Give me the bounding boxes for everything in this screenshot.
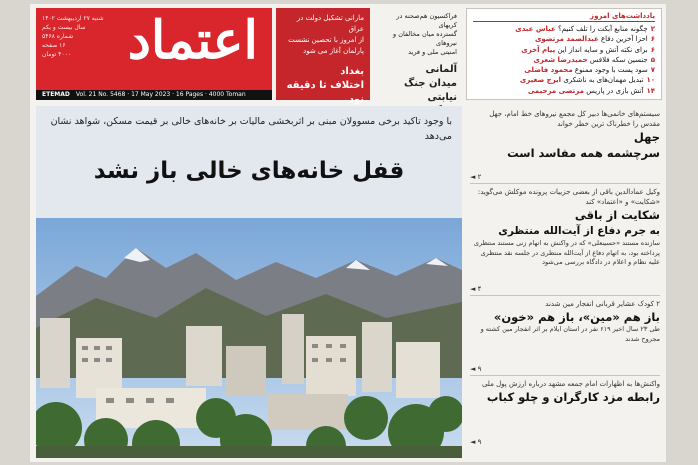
newspaper-logo: اعتماد xyxy=(127,10,258,71)
page-number: ۱۰ xyxy=(646,76,655,85)
main-headline: قفل خانه‌های خالی باز نشد xyxy=(93,158,405,184)
notes-item-text: تبدیل مهمان‌های به ناشکری xyxy=(563,76,644,85)
city-photo xyxy=(36,218,462,458)
continue-arrow: ۹ ◄ xyxy=(470,365,482,373)
notes-item-text: برای نکته آتش و سایه انداز این xyxy=(557,45,648,54)
masthead xyxy=(36,8,272,100)
notes-item-text: سود پست با وجود ممنوع xyxy=(574,66,648,75)
notes-item-text: احزا آخرین دفاع xyxy=(601,35,648,44)
author-name: مرتضی مرحیمی xyxy=(527,86,584,95)
continue-arrow: ۲ ◄ xyxy=(470,173,482,181)
article-body: طی ۲۳ سال اخیر ۶۱۹ نفر در استان ایلام بر اثر انفجار مین کشته و مجروح شدند xyxy=(480,325,660,343)
issue-info-line: ۱۶ صفحه xyxy=(42,42,66,49)
headline-line: به جرم دفاع از آیت‌الله منتظری xyxy=(498,225,660,237)
article-lead: وکیل عمادالدین باقی از بعضی جزییات پرونده موکلش می‌گوید: «شکایت» و «اعتماد» کند xyxy=(477,188,660,206)
page-number: ۵ xyxy=(650,55,655,64)
page-number: ۶ xyxy=(650,45,655,54)
headline-line: شکایت از باقی xyxy=(574,208,660,222)
headline-line: سرچشمه همه مفاسد است xyxy=(507,146,660,160)
article-headline: باز هم «مین»، باز هم «خون» xyxy=(493,310,660,324)
teaser-title-line: اختلاف تا دقیقه نود xyxy=(286,80,364,105)
main-story[interactable] xyxy=(36,106,462,458)
author-name: پیام آخری xyxy=(521,45,556,54)
article-baghi[interactable] xyxy=(470,184,660,296)
issue-info-line: ۴۰۰۰ تومان xyxy=(42,51,72,58)
author-name: محمود فاضلی xyxy=(524,66,573,75)
main-subtitle: با وجود تاکید برخی مسوولان مبنی بر اثربخشی مالیات بر خانه‌های خالی بر قیمت مسکن، شواهد نشان می‌دهد xyxy=(50,116,452,142)
notes-item[interactable] xyxy=(473,86,655,96)
notes-item-text: جنسین سکه فلافس xyxy=(589,55,648,64)
teaser-title xyxy=(282,65,364,107)
issue-info-line: شنبه ۲۷ اردیبهشت ۱۴۰۲ xyxy=(42,15,104,22)
teaser-lead-line: فراکسیون هم‌صحنه در کریهای xyxy=(396,12,457,29)
article-jahl[interactable] xyxy=(470,106,660,184)
teaser-lead-line: گسترده میان مخالفان و نیروهای xyxy=(393,30,457,47)
notes-item[interactable] xyxy=(473,34,655,44)
notes-item[interactable] xyxy=(473,45,655,55)
teaser-lead-line: امنیتی ملی و فرید xyxy=(408,48,457,56)
issue-info-line: شماره ۵۴۶۸ xyxy=(42,33,74,40)
teaser-title-line: آلمانی xyxy=(425,64,457,75)
masthead-strip xyxy=(36,90,272,100)
notes-item[interactable] xyxy=(473,75,655,85)
article-mine[interactable] xyxy=(470,296,660,376)
article-body: سازنده مستند «حسینعلی» که در واکنش به اتهام زنی مستند منتظری پرداخته بود، به اتهام دفاع از آیت‌الله منتظری در جلسه نقد منتظری علیه نظام و اعلام در دادگاه بررسی می‌شود xyxy=(473,239,660,266)
article-headline xyxy=(470,207,660,239)
author-name: ایرج صغیری xyxy=(519,76,562,85)
issue-info-line: سال بیست و یکم xyxy=(42,24,86,31)
notes-item-text: آتش بازی در پاریس xyxy=(586,86,644,95)
page-number: ۱۴ xyxy=(646,86,655,95)
notes-item-text: چگونه منابع آبکت را تلف کنیم؟ xyxy=(558,25,648,33)
teaser-germany[interactable] xyxy=(374,8,462,103)
notes-item[interactable] xyxy=(473,24,655,34)
article-lead: واکنش‌ها به اظهارات امام جمعه مشهد درباره ارزش پول ملی xyxy=(481,380,660,388)
issue-info xyxy=(42,14,134,59)
article-lead: سیستم‌های خانمی‌ها دبیر کل مجمع نیروهای خط امام، جهل مقدس را خطرناک ترین خطر خواند xyxy=(489,110,660,128)
author-name: حمیدرضا شعری xyxy=(533,55,588,64)
author-name: عباس عبدی xyxy=(515,25,556,33)
newspaper-front-page xyxy=(30,4,666,462)
teaser-lead-line: پارلمان آغاز می شود xyxy=(303,47,364,55)
continue-arrow: ۹ ◄ xyxy=(470,438,482,446)
teaser-title-line: میدان جنگ نیابتی xyxy=(403,78,457,103)
article-headline: رابطه مزد کارگران و چلو کباب xyxy=(486,390,660,404)
strip-text: Vol. 21 No. 5468 · 17 May 2023 · 16 Pages · 4000 Toman xyxy=(75,91,246,98)
notes-header: یادداشت‌های امروز xyxy=(473,12,655,22)
notes-item[interactable] xyxy=(473,65,655,75)
page-number: ۲ xyxy=(650,25,655,33)
author-name: عبدالصمد مرتضوی xyxy=(534,35,599,44)
continue-arrow: ۴ ◄ xyxy=(470,285,482,293)
page-number: ۷ xyxy=(650,66,655,75)
teaser-title-line: بغداد xyxy=(340,66,364,77)
page-number: ۶ xyxy=(650,35,655,44)
right-column xyxy=(470,106,660,458)
main-story-header xyxy=(36,106,462,218)
teaser-lead-line: از امروز با تحصین نشست xyxy=(288,36,364,44)
article-headline xyxy=(470,129,660,161)
teaser-baghdad[interactable] xyxy=(276,8,370,105)
article-wages[interactable] xyxy=(470,376,660,448)
teaser-lead-line: مارانی تشکیل دولت در عراق xyxy=(296,14,364,33)
headline-line: جهل xyxy=(633,130,660,144)
notes-item[interactable] xyxy=(473,55,655,65)
latin-name: ETEMAD xyxy=(42,91,70,98)
notes-box xyxy=(466,8,662,100)
article-lead: ۲ کودک عشایر قربانی انفجار مین شدند xyxy=(545,300,660,308)
